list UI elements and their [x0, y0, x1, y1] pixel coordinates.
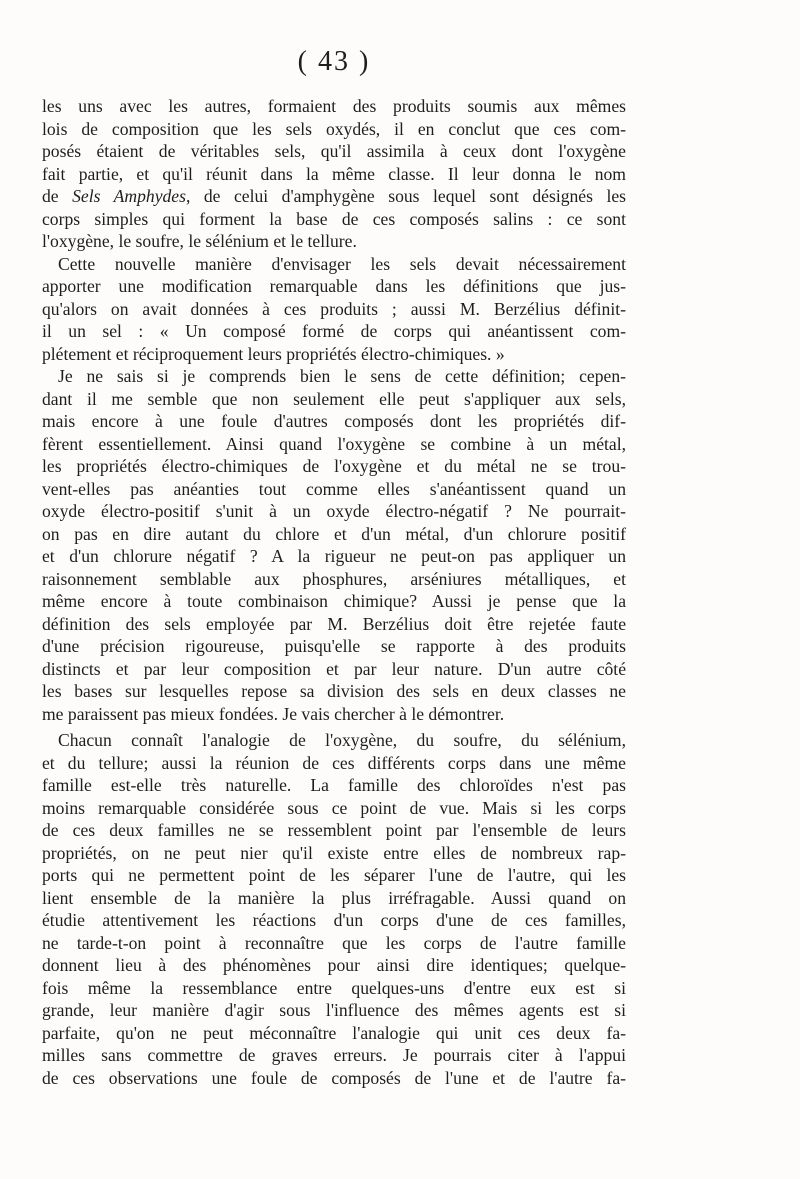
text-line: les propriétés électro-chimiques de l'oxygène et du métal ne se trou-: [42, 456, 626, 476]
text-line: d'une précision rigoureuse, puisqu'elle se rapporte à des produits: [42, 636, 626, 656]
text-line: de Sels Amphydes, de celui d'amphygène sous lequel sont désignés les: [42, 186, 627, 206]
text-line: propriétés, on ne peut nier qu'il existe entre elles de nombreux rap-: [42, 842, 626, 863]
text-line: et d'un chlorure négatif ? A la rigueur ne peut-on pas appliquer un: [42, 546, 626, 566]
text-line: et du tellure; aussi la réunion de ces différents corps dans une même: [42, 752, 626, 773]
paragraph-1: [42, 95, 626, 253]
text-line: lient ensemble de la manière la plus irréfragable. Aussi quand on: [42, 887, 626, 908]
text-line: il un sel : « Un composé formé de corps qui anéantissent com-: [42, 321, 626, 341]
paragraph-4: [42, 729, 626, 1089]
text-line: ne tarde-t-on point à reconnaître que les corps de l'autre famille: [42, 932, 626, 953]
text-line: parfaite, qu'on ne peut méconnaître l'analogie qui unit ces deux fa-: [42, 1022, 626, 1043]
text-line: fois même la ressemblance entre quelques-uns d'entre eux est si: [42, 977, 626, 998]
text-line: de ces deux familles ne se ressemblent point par l'ensemble de leurs: [42, 820, 626, 840]
text-line: vent-elles pas anéanties tout comme elles s'anéantissent quand un: [42, 478, 626, 499]
text-line: les uns avec les autres, formaient des produits soumis aux mêmes: [42, 96, 626, 116]
text-line: lois de composition que les sels oxydés, il en conclut que ces com-: [42, 118, 626, 139]
text-line: dant il me semble que non seulement elle peut s'appliquer aux sels,: [42, 388, 626, 409]
paragraph-2: [42, 253, 626, 366]
italic-term: Sels Amphydes: [72, 186, 186, 206]
text-line: même encore à toute combinaison chimique? Aussi je pense que la: [42, 591, 626, 611]
text-line: Je ne sais si je comprends bien le sens de cette définition; cepen-: [58, 366, 626, 386]
text-line: définition des sels employée par M. Berzélius doit être rejetée faute: [42, 613, 626, 634]
text-line: mais encore à une foule d'autres composés dont les propriétés dif-: [42, 411, 626, 431]
text-line: Chacun connaît l'analogie de l'oxygène, du soufre, du sélénium,: [58, 730, 626, 750]
text-line: Cette nouvelle manière d'envisager les sels devait nécessairement: [58, 253, 626, 274]
body-text: [42, 95, 626, 1089]
text-line: ports qui ne permettent point de les séparer l'une de l'autre, qui les: [42, 865, 626, 885]
text-line: me paraissent pas mieux fondées. Je vais chercher à le démontrer.: [42, 703, 505, 724]
paragraph-3: [42, 365, 626, 725]
text-line: fèrent essentiellement. Ainsi quand l'oxygène se combine à un métal,: [42, 433, 626, 454]
text-line: milles sans commettre de graves erreurs. Je pourrais citer à l'appui: [42, 1045, 626, 1065]
text-line: étudie attentivement les réactions d'un corps d'une de ces familles,: [42, 910, 626, 930]
text-line: les bases sur lesquelles repose sa division des sels en deux classes ne: [42, 681, 626, 701]
text-line: famille est-elle très naturelle. La famille des chloroïdes n'est pas: [42, 775, 626, 795]
text-line: on pas en dire autant du chlore et d'un métal, d'un chlorure positif: [42, 523, 626, 544]
text-line: donnent lieu à des phénomènes pour ainsi dire identiques; quelque-: [42, 955, 626, 975]
text-line: posés étaient de véritables sels, qu'il assimila à ceux dont l'oxygène: [42, 141, 626, 161]
text-line: de ces observations une foule de composés de l'une et de l'autre fa-: [42, 1067, 626, 1088]
page-number: ( 43 ): [297, 46, 371, 77]
text-line: fait partie, et qu'il réunit dans la même classe. Il leur donna le nom: [42, 163, 626, 184]
text-line: distincts et par leur composition et par leur nature. D'un autre côté: [42, 658, 626, 679]
text-line: grande, leur manière d'agir sous l'influence des mêmes agents est si: [42, 1000, 626, 1020]
text-line: moins remarquable considérée sous ce point de vue. Mais si les corps: [42, 797, 626, 818]
text-line: apporter une modification remarquable dans les définitions que jus-: [42, 276, 626, 296]
text-line: plétement et réciproquement leurs propriétés électro-chimiques. »: [42, 343, 505, 364]
text-line: corps simples qui forment la base de ces composés salins : ce sont: [42, 208, 626, 229]
text-line: oxyde électro-positif s'unit à un oxyde électro-négatif ? Ne pourrait-: [42, 501, 626, 521]
text-line: raisonnement semblable aux phosphures, arséniures métalliques, et: [42, 568, 626, 589]
text-line: l'oxygène, le soufre, le sélénium et le tellure.: [42, 231, 357, 251]
text-line: qu'alors on avait données à ces produits ; aussi M. Berzélius définit-: [42, 298, 626, 319]
